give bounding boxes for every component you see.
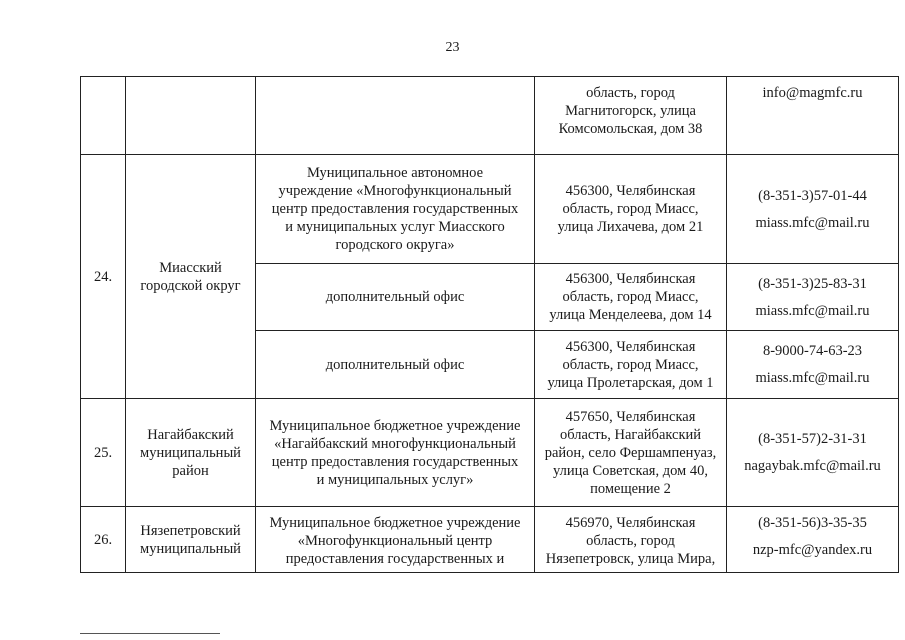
address-line: область, город [586,533,675,549]
address-line: улица Менделеева, дом 14 [549,307,712,323]
email-text: miass.mfc@mail.ru [755,370,870,386]
table-row [81,507,899,573]
contact-cell [727,77,899,155]
row-number: 24. [81,155,126,399]
address-line: область, город [586,85,675,101]
address-line: район, село Фершампенуаз, [544,444,717,461]
district-name [126,155,256,399]
district-line: Миасский [159,259,222,276]
org-line: «Многофункциональный центр [297,533,493,549]
address-line: помещение 2 [590,480,671,497]
org-line: и муниципальных услуг Миасского [285,219,505,235]
district-cell [126,77,256,155]
row-number: 25. [81,399,126,507]
table-row [81,399,899,507]
email-text: nzp-mfc@yandex.ru [752,542,873,558]
email-text: info@magmfc.ru [762,85,863,101]
email-text: miass.mfc@mail.ru [755,302,870,319]
district-line: Нагайбакский [147,426,234,443]
org-line: и муниципальных услуг» [316,471,474,488]
org-line: Муниципальное бюджетное учреждение [269,417,521,434]
contact-cell [727,331,899,399]
district-line: городской округ [140,277,241,294]
address-line: Нязепетровск, улица Мира, [545,551,716,567]
org-line: «Нагайбакский многофункциональный [274,435,516,452]
address-line: 457650, Челябинская [565,408,696,425]
org-line: центр предоставления государственных [271,201,519,217]
mfc-table [80,76,899,573]
phone-text: (8-351-56)3-35-35 [758,515,867,531]
email-text: miass.mfc@mail.ru [755,214,870,231]
footnote-divider [80,633,220,634]
address-line: улица Лихачева, дом 21 [557,219,704,235]
address-line: 456300, Челябинская [565,183,696,199]
row-number: 26. [81,507,126,573]
org-line: Муниципальное автономное [306,165,484,181]
contact-cell [727,155,899,264]
organization-name [256,155,535,264]
address-line: Комсомольская, дом 38 [558,121,703,137]
district-line: муниципальный [140,540,241,557]
phone-text: 8-9000-74-63-23 [762,343,863,359]
contact-cell [727,264,899,331]
address-line: область, город Миасс, [562,289,699,305]
org-line: предоставления государственных и [285,551,505,567]
phone-text: (8-351-3)25-83-31 [758,275,867,292]
organization-name [256,264,535,331]
org-line: дополнительный офис [325,356,465,373]
address-cell [535,77,727,155]
district-name [126,399,256,507]
address-cell [535,331,727,399]
table-row [81,77,899,155]
org-line: городского округа» [335,237,455,253]
address-line: область, Нагайбакский [559,426,702,443]
contact-cell [727,507,899,573]
phone-text: (8-351-3)57-01-44 [758,187,867,204]
organization-name [256,399,535,507]
address-cell [535,399,727,507]
email-text: nagaybak.mfc@mail.ru [744,458,881,474]
organization-cell [256,77,535,155]
address-cell [535,155,727,264]
address-line: улица Советская, дом 40, [553,462,708,479]
org-line: дополнительный офис [325,289,465,305]
address-line: 456970, Челябинская [565,515,696,531]
address-line: 456300, Челябинская [565,271,696,287]
contact-cell [727,399,899,507]
address-cell [535,507,727,573]
organization-name [256,331,535,399]
district-line: муниципальный [140,444,241,461]
table-row [81,155,899,264]
org-line: учреждение «Многофункциональный [278,183,512,199]
district-line: район [172,462,209,479]
page-number: 23 [445,40,460,55]
org-line: Муниципальное бюджетное учреждение [269,515,521,531]
org-line: центр предоставления государственных [271,453,519,470]
district-name [126,507,256,573]
address-cell [535,264,727,331]
address-line: область, город Миасс, [562,201,699,217]
address-line: улица Пролетарская, дом 1 [547,374,714,391]
phone-text: (8-351-57)2-31-31 [758,431,867,447]
address-line: Магнитогорск, улица [565,103,696,119]
organization-name [256,507,535,573]
address-line: область, город Миасс, [562,356,699,373]
district-line: Нязепетровский [140,522,241,539]
number-cell [81,77,126,155]
address-line: 456300, Челябинская [565,338,696,355]
